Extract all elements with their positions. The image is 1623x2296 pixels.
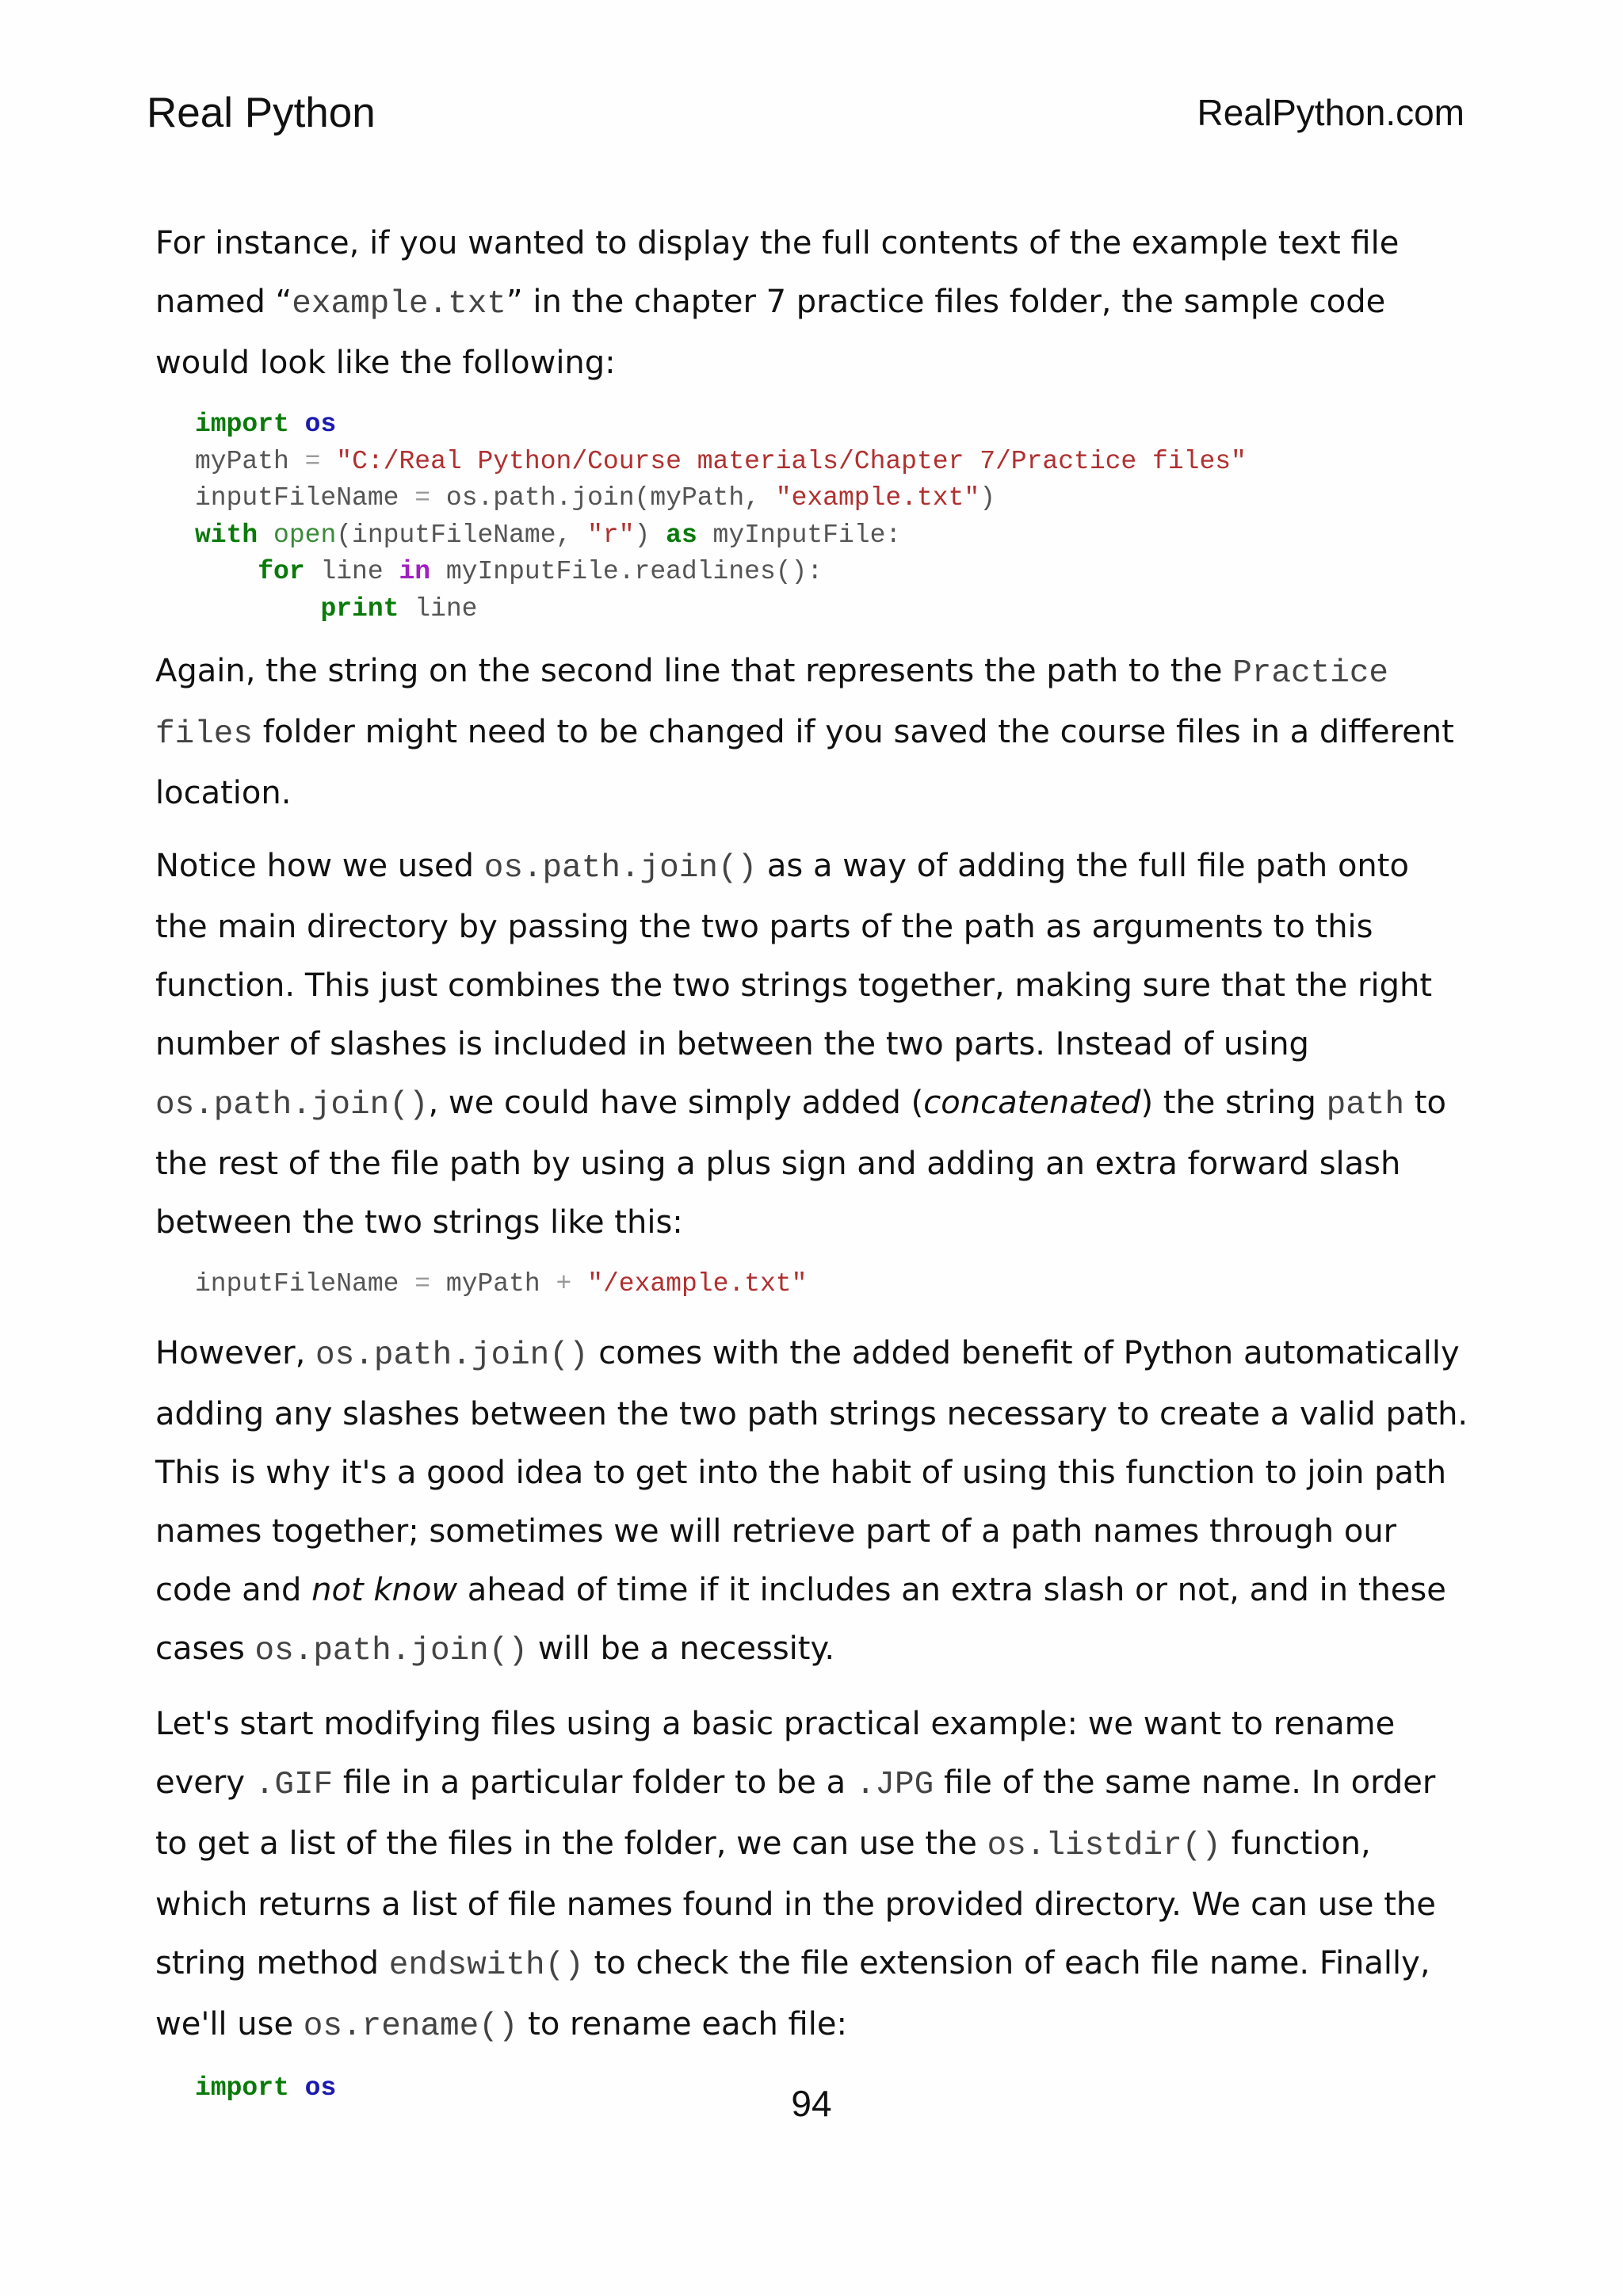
inline-code: os.path.join() (483, 850, 758, 887)
code-block-read-file: import os myPath = "C:/Real Python/Course materials/Chapter 7/Practice files" inputFileName = os.path.join(myPath, "example.txt") with open(inputFileName, "r") as myInputFile: for line in myInputFile.readlines(): print line (195, 410, 1247, 624)
emphasis: concatenated (923, 1085, 1141, 1121)
inline-code: os.listdir() (987, 1827, 1221, 1864)
paragraph-path-note: Again, the string on the second line that represents the path to the Practice files folder might need to be changed if you saved the course files in a different location. (155, 653, 1454, 811)
running-header-title: Real Python (147, 90, 376, 136)
inline-code: os.rename() (303, 2008, 518, 2045)
code-block-rename-start: import os (195, 2073, 337, 2103)
paragraph-intro: For instance, if you wanted to display the full contents of the example text file named “example.txt” in the chapter 7 practice files folder, the sample code would look like the following: (155, 225, 1400, 381)
inline-code: endswith() (388, 1947, 584, 1984)
inline-code: example.txt (292, 286, 506, 322)
paragraph-join-benefit: However, os.path.join() comes with the added benefit of Python automatically adding any slashes between the two path strings necessary to create a valid path. This is why it's a good idea to get into the habit of using this function to join path names together; sometimes we will retrieve part of a path names through our code and not know ahead of time if it includes an extra slash or not, and in these cases os.path.join() will be a necessity. (155, 1334, 1468, 1669)
inline-code: Practice files (155, 655, 1389, 753)
inline-code: os.path.join() (315, 1337, 589, 1374)
inline-code: .GIF (254, 1766, 334, 1803)
page-number: 94 (791, 2083, 832, 2124)
inline-code: .JPG (855, 1766, 934, 1803)
paragraph-path-join: Notice how we used os.path.join() as a way of adding the full file path onto the main directory by passing the two parts of the path as arguments to this function. This just combines the two strings together, making sure that the right number of slashes is included in between the two parts. Instead of using os.path.join(), we could have simply added (concatenated) the string path to the rest of the file path by using a plus sign and adding an extra forward slash between the two strings like this: (155, 848, 1446, 1241)
emphasis: not know (311, 1571, 458, 1608)
paragraph-rename-example: Let's start modifying files using a basic practical example: we want to rename every .GIF file in a particular folder to be a .JPG file of the same name. In order to get a list of the files in the folder, we can use the os.listdir() function, which returns a list of file names found in the provided directory. We can use the string method endswith() to check the file extension of each file name. Finally, we'll use os.rename() to rename each file: (155, 1705, 1436, 2045)
inline-code: path (1326, 1087, 1405, 1123)
inline-code: os.path.join() (254, 1632, 528, 1669)
inline-code: os.path.join() (155, 1087, 429, 1123)
page-body (155, 214, 1471, 2127)
running-header-site: RealPython.com (1197, 92, 1465, 133)
code-block-concatenate: inputFileName = myPath + "/example.txt" (195, 1269, 808, 1299)
